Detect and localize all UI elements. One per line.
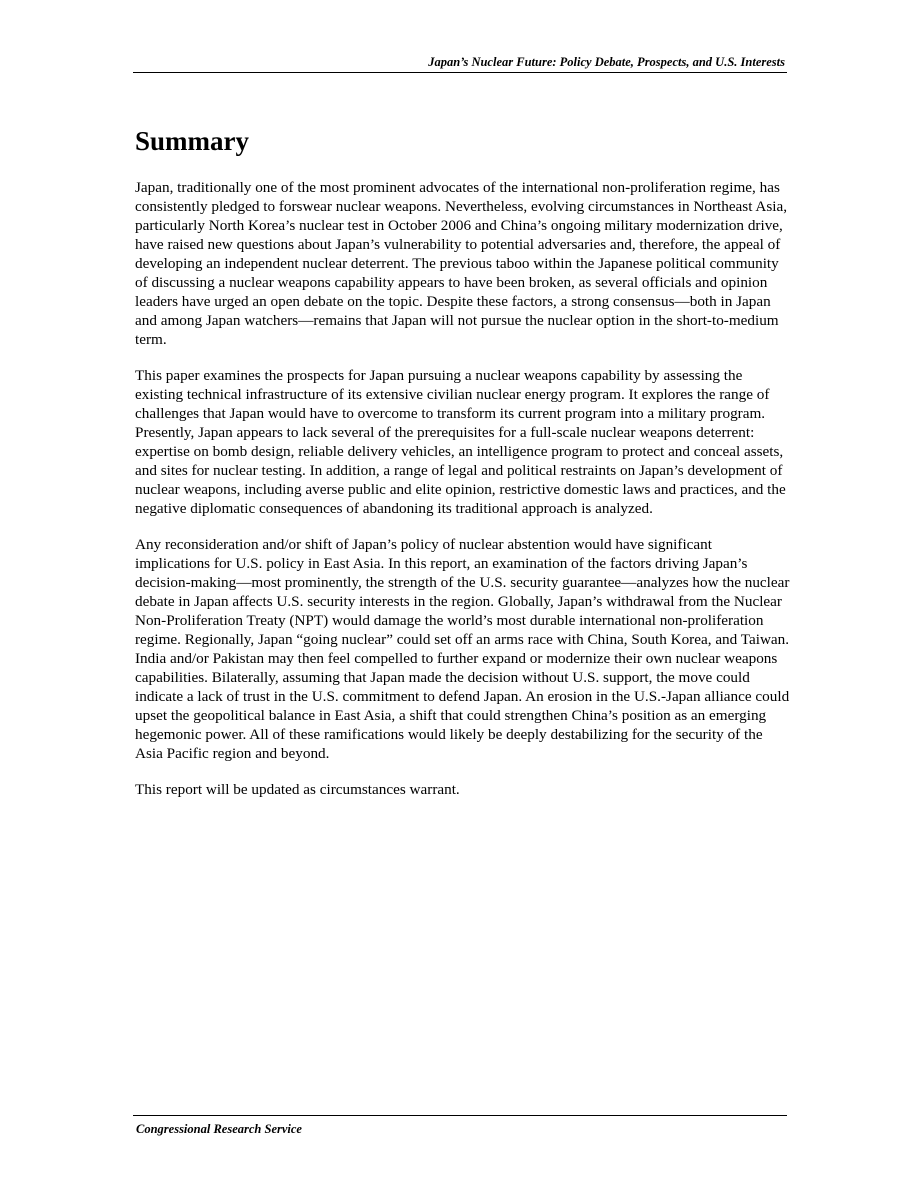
page-footer bbox=[133, 1115, 787, 1137]
summary-paragraph-2: This paper examines the prospects for Japan pursuing a nuclear weapons capability by assessing the existing technical infrastructure of its extensive civilian nuclear energy program. It explores the range of challenges that Japan would have to overcome to transform its current program into a military program. Presently, Japan appears to lack several of the prerequisites for a full-scale nuclear weapons deterrent: expertise on bomb design, reliable delivery vehicles, an intelligence program to protect and conceal assets, and sites for nuclear testing. In addition, a range of legal and political restraints on Japan’s development of nuclear weapons, including averse public and elite opinion, restrictive domestic laws and practices, and the negative diplomatic consequences of abandoning its traditional approach is analyzed. bbox=[135, 367, 786, 517]
running-header-title: Japan’s Nuclear Future: Policy Debate, Prospects, and U.S. Interests bbox=[428, 55, 785, 69]
running-header bbox=[133, 55, 787, 73]
summary-paragraph-3: Any reconsideration and/or shift of Japan’s policy of nuclear abstention would have significant implications for U.S. policy in East Asia. In this report, an examination of the factors driving Japan’s decision-making—most prominently, the strength of the U.S. security guarantee—analyzes how the nuclear debate in Japan affects U.S. security interests in the region. Globally, Japan’s withdrawal from the Nuclear Non-Proliferation Treaty (NPT) would damage the world’s most durable international non-proliferation regime. Regionally, Japan “going nuclear” could set off an arms race with China, South Korea, and Taiwan. India and/or Pakistan may then feel compelled to further expand or modernize their own nuclear weapons capabilities. Bilaterally, assuming that Japan made the decision without U.S. support, the move could indicate a lack of trust in the U.S. commitment to defend Japan. An erosion in the U.S.-Japan alliance could upset the geopolitical balance in East Asia, a shift that could strengthen China’s position as an emerging hegemonic power. All of these ramifications would likely be deeply destabilizing for the security of the Asia Pacific region and beyond. bbox=[135, 536, 790, 762]
summary-body bbox=[135, 178, 790, 816]
footer-publisher: Congressional Research Service bbox=[136, 1122, 302, 1136]
page-title: Summary bbox=[135, 126, 249, 156]
summary-paragraph-4: This report will be updated as circumstances warrant. bbox=[135, 781, 460, 798]
summary-paragraph-1: Japan, traditionally one of the most prominent advocates of the international non-proliferation regime, has consistently pledged to forswear nuclear weapons. Nevertheless, evolving circumstances in Northeast Asia, particularly North Korea’s nuclear test in October 2006 and China’s ongoing military modernization drive, have raised new questions about Japan’s vulnerability to potential adversaries and, therefore, the appeal of developing an independent nuclear deterrent. The previous taboo within the Japanese political community of discussing a nuclear weapons capability appears to have been broken, as several officials and opinion leaders have urged an open debate on the topic. Despite these factors, a strong consensus—both in Japan and among Japan watchers—remains that Japan will not pursue the nuclear option in the short-to-medium term. bbox=[135, 179, 788, 348]
